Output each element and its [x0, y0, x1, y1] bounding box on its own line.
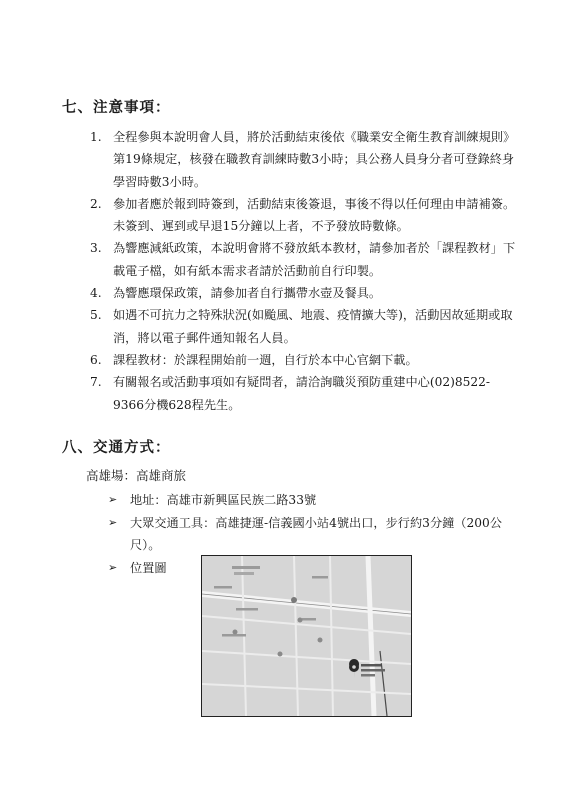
- item-number: 5.: [90, 308, 102, 323]
- item-text: 參加者應於報到時簽到，活動結束後簽退，事後不得以任何理由申請補簽。未簽到、遲到或早退15分鐘以上者，不予發放時數條。: [113, 196, 516, 234]
- list-item: [90, 126, 520, 193]
- item-text: 有關報名或活動事項如有疑問者，請洽詢職災預防重建中心(02)8522-9366分機628程先生。: [113, 375, 491, 412]
- item-number: 1.: [90, 130, 102, 144]
- section-title-notes: 七、注意事項：: [62, 100, 171, 116]
- item-number: 6.: [90, 352, 102, 367]
- location-map-label: 位置圖: [130, 561, 167, 575]
- list-item: [108, 489, 528, 511]
- item-number: 2.: [90, 196, 102, 211]
- item-number: 3.: [90, 241, 102, 256]
- address-text: 地址：高雄市新興區民族二路33號: [130, 493, 317, 507]
- venue-label: 高雄場：高雄商旅: [86, 468, 187, 483]
- arrow-bullet-icon: ➢: [108, 493, 118, 506]
- item-number: 7.: [90, 375, 102, 390]
- item-number: 4.: [90, 286, 102, 301]
- list-item: [90, 304, 520, 349]
- item-text: 如遇不可抗力之特殊狀況(如颱風、地震、疫情擴大等)，活動因故延期或取消，將以電子郵件通知報名人員。: [113, 308, 513, 345]
- list-item: [90, 282, 520, 304]
- list-item: [90, 349, 520, 371]
- item-text: 為響應減紙政策，本說明會將不發放紙本教材，請參加者於「課程教材」下載電子檔，如有紙本需求者請於活動前自行印製。: [113, 241, 516, 278]
- item-text: 為響應環保政策，請參加者自行攜帶水壺及餐具。: [113, 286, 382, 301]
- section-title-transport: 八、交通方式：: [62, 440, 171, 456]
- list-item: [90, 371, 520, 416]
- item-text: 全程參與本說明會人員，將於活動結束後依《職業安全衛生教育訓練規則》第19條規定，核發在職教育訓練時數3小時；具公務人員身分者可登錄終身學習時數3小時。: [113, 130, 516, 189]
- transit-text: 大眾交通工具：高雄捷運-信義國小站4號出口，步行約3分鐘（200公尺）。: [130, 516, 502, 552]
- arrow-bullet-icon: ➢: [108, 516, 118, 529]
- list-item: [90, 193, 520, 238]
- notes-list: [90, 126, 520, 416]
- arrow-bullet-icon: ➢: [108, 561, 118, 574]
- list-item: [108, 512, 528, 556]
- item-text: 課程教材：於課程開始前一週，自行於本中心官網下載。: [113, 352, 418, 367]
- location-map: [201, 555, 412, 717]
- map-graphic: [202, 556, 411, 716]
- list-item: [90, 237, 520, 282]
